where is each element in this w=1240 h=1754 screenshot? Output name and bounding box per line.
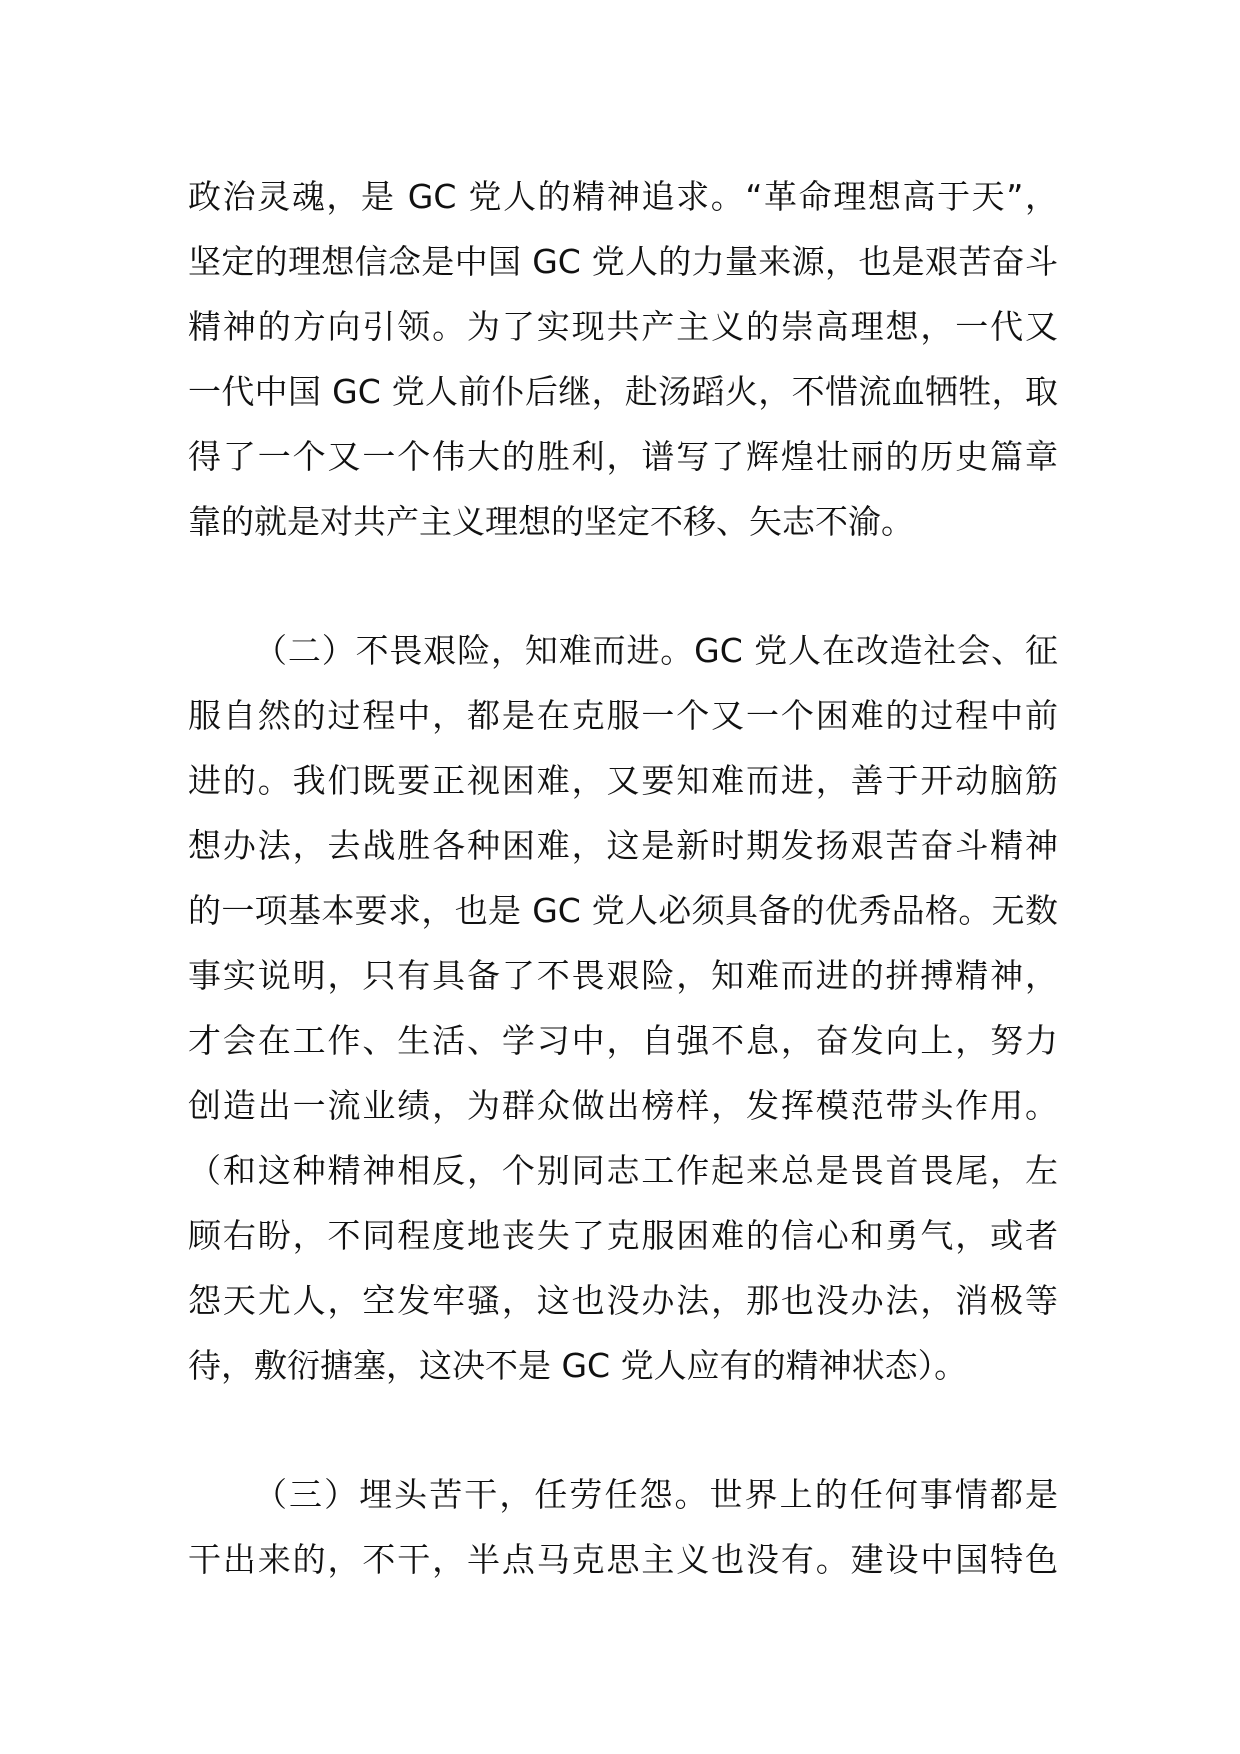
paragraph-line: 靠的就是对共产主义理想的坚定不移、矢志不渝。 <box>188 502 914 541</box>
paragraph-line: （三）埋头苦干，任劳任怨。世界上的任何事情都是 <box>254 1475 1058 1514</box>
paragraph-line: 服自然的过程中，都是在克服一个又一个困难的过程中前 <box>188 696 1058 735</box>
paragraph-line: 才会在工作、生活、学习中，自强不息，奋发向上，努力 <box>188 1021 1058 1060</box>
paragraph-line: 得了一个又一个伟大的胜利，谱写了辉煌壮丽的历史篇章 <box>188 437 1058 476</box>
paragraph-line: 干出来的，不干，半点马克思主义也没有。建设中国特色 <box>188 1540 1058 1579</box>
paragraph-3 <box>188 1462 1058 1592</box>
paragraph-line: 政治灵魂，是 GC 党人的精神追求。“革命理想高于天”， <box>188 177 1058 216</box>
paragraph-line: 创造出一流业绩，为群众做出榜样，发挥模范带头作用。 <box>188 1086 1058 1125</box>
paragraph-line: 事实说明，只有具备了不畏艰险，知难而进的拼搏精神， <box>188 956 1058 995</box>
paragraph-line: （二）不畏艰险，知难而进。GC 党人在改造社会、征 <box>254 631 1058 670</box>
paragraph-line: 待，敷衍搪塞，这决不是 GC 党人应有的精神状态）。 <box>188 1346 968 1385</box>
paragraph-2 <box>188 618 1058 1398</box>
paragraph-line: 进的。我们既要正视困难，又要知难而进，善于开动脑筋 <box>188 761 1058 800</box>
paragraph-line: 一代中国 GC 党人前仆后继，赴汤蹈火，不惜流血牺牲，取 <box>188 372 1058 411</box>
paragraph-line: 精神的方向引领。为了实现共产主义的崇高理想，一代又 <box>188 307 1058 346</box>
paragraph-1 <box>188 164 1058 554</box>
paragraph-line: 想办法，去战胜各种困难，这是新时期发扬艰苦奋斗精神 <box>188 826 1058 865</box>
paragraph-line: 坚定的理想信念是中国 GC 党人的力量来源，也是艰苦奋斗 <box>188 242 1058 281</box>
paragraph-line: 顾右盼，不同程度地丧失了克服困难的信心和勇气，或者 <box>188 1216 1058 1255</box>
paragraph-line: （和这种精神相反，个别同志工作起来总是畏首畏尾，左 <box>188 1151 1058 1190</box>
paragraph-line: 的一项基本要求，也是 GC 党人必须具备的优秀品格。无数 <box>188 891 1058 930</box>
paragraph-line: 怨天尤人，空发牢骚，这也没办法，那也没办法，消极等 <box>188 1281 1058 1320</box>
